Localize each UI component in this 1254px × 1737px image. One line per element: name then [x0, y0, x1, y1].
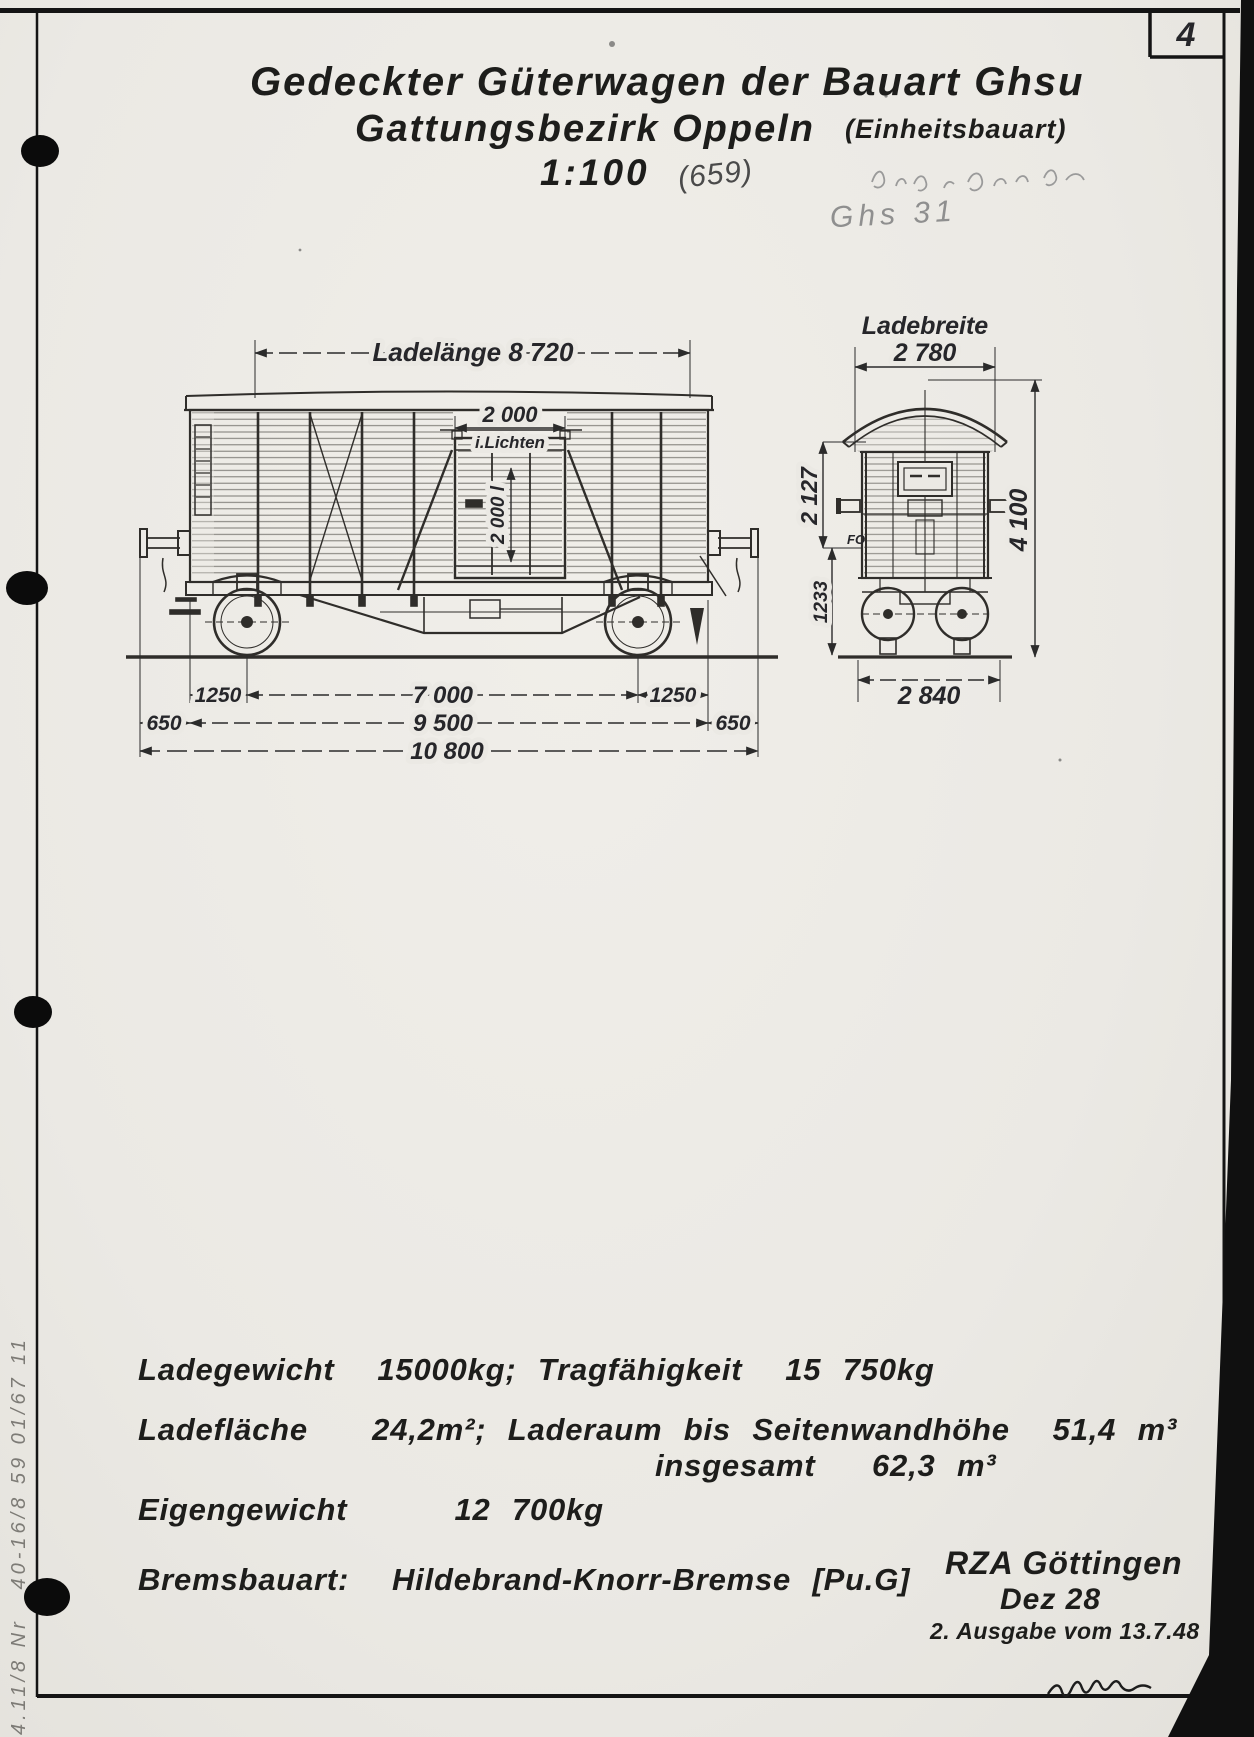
side-view-drawing [126, 392, 778, 658]
dim-total-height: 4 100 [1005, 488, 1033, 552]
dim-right-buffer: 650 [715, 712, 751, 735]
dim-load-length: Ladelänge 8 720 [372, 337, 574, 367]
dim-width-over-frame: 2 840 [897, 682, 961, 710]
dim-frame-length: 9 500 [412, 710, 474, 737]
pencil-scribble-note [872, 170, 1084, 190]
title-scale: 1:100 [540, 152, 650, 193]
dim-wheelbase: 7 000 [412, 682, 474, 709]
pencil-note-ghs: Ghs 31 [829, 194, 958, 235]
dim-left-buffer: 650 [146, 712, 182, 735]
dim-door-height: 2 000 l [488, 485, 509, 545]
punch-hole [6, 571, 48, 605]
dim-total-length: 10 800 [410, 738, 484, 765]
footer-date: Dez 28 [1000, 1583, 1102, 1616]
signature-scribble [1048, 1681, 1151, 1696]
left-buffer [140, 529, 190, 592]
title-line2: Gattungsbezirk Oppeln [354, 108, 816, 150]
brake-lever [690, 608, 704, 645]
dim-door-width-note: i.Lichten [475, 433, 545, 452]
right-buffer [708, 529, 758, 592]
dim-load-width: 2 780 [893, 339, 957, 367]
spec-volume-total-label: insgesamt [655, 1448, 816, 1483]
dim-door-width: 2 000 [482, 402, 538, 427]
drawing-number-handwritten: (659) [676, 154, 755, 195]
dim-wall-height: 2 127 [796, 467, 822, 525]
spec-volume-total-value: 62,3 m³ [872, 1448, 997, 1483]
dim-floor-mark: FO [847, 532, 866, 547]
punch-hole [21, 135, 59, 167]
top-border [0, 8, 1240, 13]
right-wheel [596, 574, 681, 655]
scan-edge-shadow [1168, 0, 1254, 1737]
left-wheel [205, 574, 290, 655]
dim-right-axle: 1250 [649, 684, 697, 707]
footer-edition: 2. Ausgabe vom 13.7.48 [930, 1618, 1200, 1644]
dim-floor-height: 1233 [811, 580, 832, 624]
margin-handwritten-note: 4.11/8 Nr 40-16/8 59 01/67 11 [8, 1335, 30, 1735]
spec-area: Ladefläche 24,2m²; Laderaum bis Seitenwandhöhe 51,4 m³ [138, 1412, 1178, 1447]
footer-office: RZA Göttingen [945, 1545, 1183, 1581]
page-number: 4 [1176, 16, 1196, 54]
dim-left-axle: 1250 [194, 684, 242, 707]
end-view-drawing [836, 390, 1014, 657]
spec-weights: Ladegewicht 15000kg; Tragfähigkeit 15 750kg [138, 1352, 935, 1387]
punch-hole [14, 996, 52, 1028]
title-line2-note: (Einheitsbauart) [845, 114, 1067, 144]
spec-brakes: Bremsbauart: Hildebrand-Knorr-Bremse [Pu.G] [138, 1562, 911, 1597]
spec-tare: Eigengewicht 12 700kg [138, 1492, 604, 1527]
dim-load-width-label: Ladebreite [861, 312, 989, 340]
title-line1: Gedeckter Güterwagen der Bauart Ghsu [250, 60, 1085, 104]
